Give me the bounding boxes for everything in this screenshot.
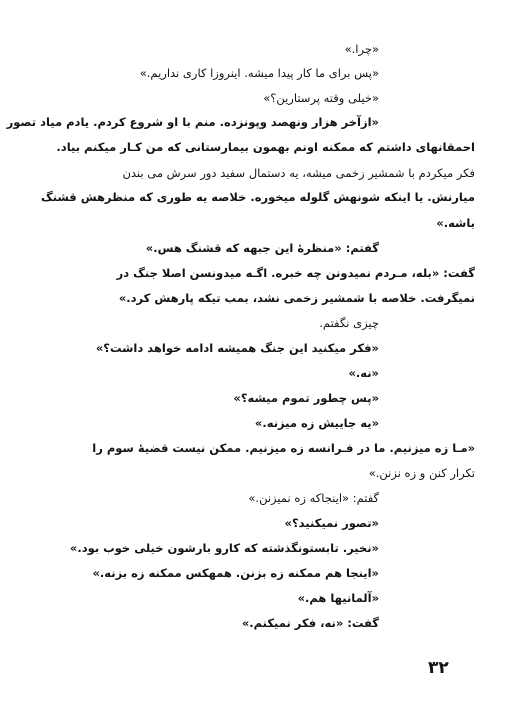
text-line-18: تکرار کنن و زه نزنن.» <box>368 466 475 480</box>
text-line-21: «نخیر. تابستونگذشته که کارو بارشون خیلی خوب بود.» <box>69 541 379 555</box>
text-line-8: باشه.» <box>436 216 475 230</box>
text-line-6: فکر میکردم با شمشیر زخمی میشه، یه دستمال سفید دور سرش می بندن <box>122 166 475 180</box>
text-line-4: «ازآخر هزار ونهصد وپونزده. منم با او شروع کردم. یادم میاد تصور <box>6 115 379 129</box>
text-line-22: «اینجا هم ممکنه زه بزنن. همهکس ممکنه زه بزنه.» <box>92 566 379 580</box>
text-line-2: «پس برای ما کار پیدا میشه. اینروزا کاری نداریم.» <box>139 66 379 80</box>
text-line-23: «آلمانیها هم.» <box>297 591 379 605</box>
text-line-13: «فکر میکنید این جنگ همیشه ادامه خواهد داشت؟» <box>95 341 379 355</box>
text-line-19: گفتم: «اینجاکه زه نمیزنن.» <box>248 491 379 505</box>
text-line-24: گفت: «نه، فکر نمیکنم.» <box>241 616 379 630</box>
text-line-11: نمیگرفت. خلاصه با شمشیر زخمی نشد، بمب تیکه پارهش کرد.» <box>118 291 475 305</box>
text-line-5: احمقانهای داشتم که ممکنه اونم بهمون بیمارستانی که من کـار میکنم بیاد. <box>56 140 475 154</box>
text-line-1: «چرا.» <box>344 42 379 56</box>
text-line-20: «تصور نمیکنید؟» <box>284 516 379 530</box>
text-line-17: «مـا زه میزنیم. ما در فـرانسه زه میزنیم. ممکن نیست قضیهٔ سوم را <box>92 441 475 455</box>
text-line-10: گفت: «بله، مـردم نمیدونن چه خبره. اگـه میدونسن اصلا جنگ در <box>116 266 475 280</box>
page-number: ۳۲ <box>428 658 449 678</box>
text-line-9: گفتم: «منظرهٔ این جبهه که قشنگ هس.» <box>145 241 379 255</box>
text-line-3: «خیلی وقته پرستارین؟» <box>263 91 379 105</box>
text-line-7: میارنش. یا اینکه شونهش گلوله میخوره. خلاصه یه طوری که منظرهش قشنگ <box>40 190 475 204</box>
text-line-14: «نه.» <box>348 366 379 380</box>
text-line-16: «یه جاییش زه میزنه.» <box>254 416 379 430</box>
text-line-12: چیزی نگفتم. <box>319 316 379 330</box>
text-line-15: «پس چطور تموم میشه؟» <box>233 391 379 405</box>
